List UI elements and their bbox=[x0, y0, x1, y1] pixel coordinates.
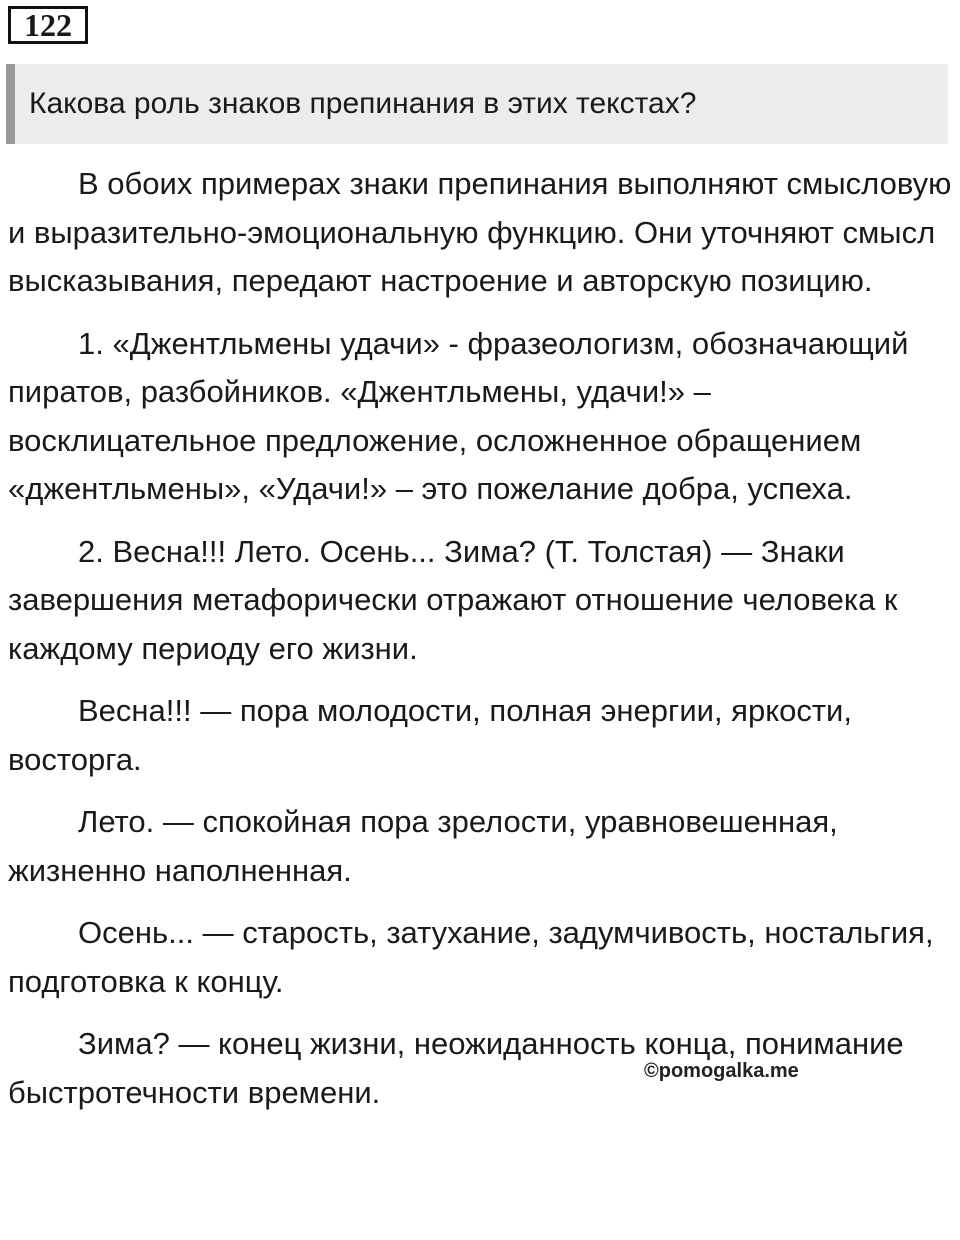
question-text: Какова роль знаков препинания в этих текстах? bbox=[29, 87, 697, 120]
answer-paragraph-intro: В обоих примерах знаки препинания выполняют смысловую и выразительно-эмоциональную функцию. Они уточняют смысл высказывания, передают настроение и авторскую позицию. bbox=[8, 166, 952, 298]
question-bar bbox=[6, 64, 948, 144]
task-number-badge: 122 bbox=[8, 6, 88, 44]
answer-paragraph-winter: Зима? — конец жизни, неожиданность конца, понимание быстротечности времени. bbox=[8, 1026, 904, 1110]
answer-paragraph-example-2: 2. Весна!!! Лето. Осень... Зима? (Т. Толстая) — Знаки завершения метафорически отражают отношение человека к каждому периоду его жизни. bbox=[8, 533, 898, 666]
answer-paragraph-spring: Весна!!! — пора молодости, полная энергии, яркости, восторга. bbox=[8, 693, 852, 777]
watermark: ©pomogalka.me bbox=[644, 1060, 799, 1082]
answer-body bbox=[8, 160, 953, 1131]
answer-paragraph-autumn: Осень... — старость, затухание, задумчивость, ностальгия, подготовка к концу. bbox=[8, 915, 934, 999]
answer-paragraph-summer: Лето. — спокойная пора зрелости, уравновешенная, жизненно наполненная. bbox=[8, 804, 838, 888]
answer-paragraph-example-1: 1. «Джентльмены удачи» - фразеологизм, обозначающий пиратов, разбойников. «Джентльмены, удачи!» – восклицательное предложение, осложненное обращением «джентльмены», «Удачи!» – это пожелание добра, успеха. bbox=[8, 325, 909, 506]
